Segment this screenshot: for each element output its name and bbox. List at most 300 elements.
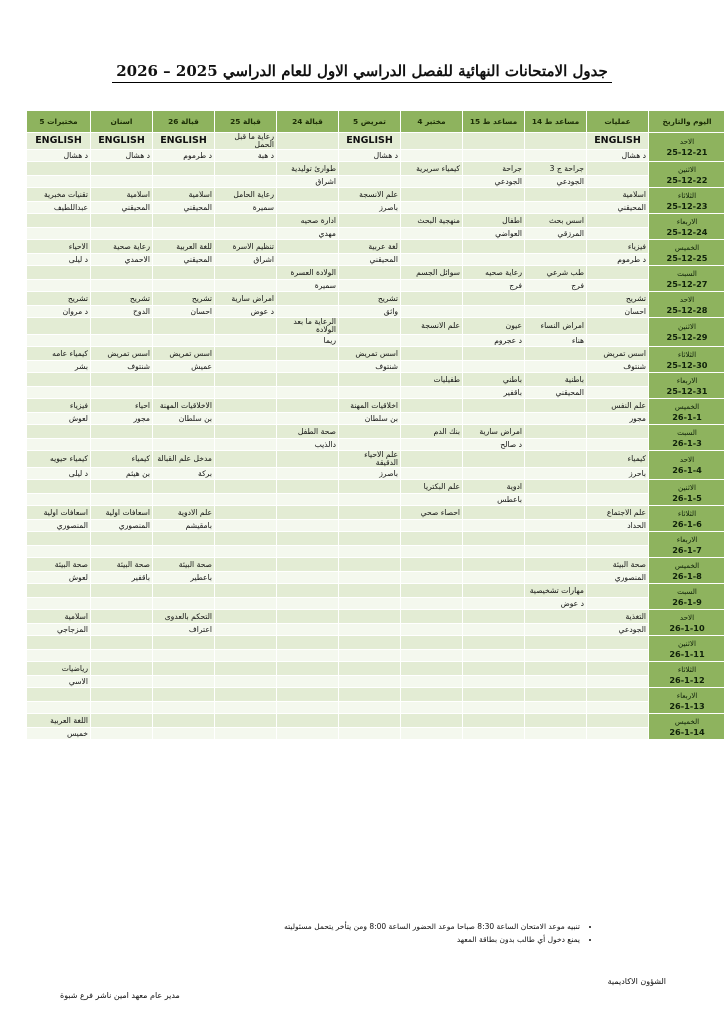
teacher-cell: اعتراف: [153, 624, 215, 636]
subject-cell: امراض سارية: [215, 292, 277, 306]
column-header: تمريض 5: [339, 111, 401, 133]
teacher-cell: [401, 280, 463, 292]
subject-cell: [27, 480, 91, 494]
subject-cell: [339, 373, 401, 387]
teacher-cell: [463, 202, 525, 214]
subject-cell: [277, 188, 339, 202]
subject-cell: [587, 425, 649, 439]
day-name: الاحد: [679, 612, 695, 622]
teacher-cell: [463, 306, 525, 318]
teacher-cell: مهدي: [277, 228, 339, 240]
subject-cell: [463, 292, 525, 306]
teacher-cell: ريما: [277, 335, 339, 347]
teacher-cell: بشر: [27, 361, 91, 373]
teacher-cell: المنصوري: [27, 520, 91, 532]
teacher-cell: [215, 413, 277, 425]
teacher-cell: [215, 520, 277, 532]
teacher-cell: د هشال: [91, 150, 153, 162]
subject-cell: اللغة العربية: [27, 714, 91, 728]
teacher-cell: [339, 728, 401, 740]
subject-cell: [587, 532, 649, 546]
table-row: [27, 546, 724, 558]
teacher-cell: [27, 598, 91, 610]
teacher-cell: واثق: [339, 306, 401, 318]
teacher-cell: [153, 598, 215, 610]
teacher-cell: [525, 306, 587, 318]
subject-cell: [463, 451, 525, 468]
subject-cell: [27, 162, 91, 176]
subject-cell: امراض النساء: [525, 318, 587, 335]
day-cell: [649, 266, 724, 292]
subject-cell: [525, 292, 587, 306]
teacher-cell: [277, 650, 339, 662]
teacher-cell: [277, 306, 339, 318]
subject-cell: [525, 636, 587, 650]
subject-cell: [215, 347, 277, 361]
teacher-cell: العواضي: [463, 228, 525, 240]
subject-cell: رعاية صحية: [91, 240, 153, 254]
subject-cell: بنك الدم: [401, 425, 463, 439]
teacher-cell: [525, 546, 587, 558]
teacher-cell: الجودعي: [587, 624, 649, 636]
table-row: [27, 413, 724, 425]
teacher-cell: [215, 702, 277, 714]
teacher-cell: [91, 624, 153, 636]
day-date: 25-12-23: [666, 200, 708, 211]
day-cell: [649, 373, 724, 399]
day-cell: [649, 506, 724, 532]
day-cell: [649, 240, 724, 266]
teacher-cell: [91, 650, 153, 662]
subject-cell: [215, 688, 277, 702]
teacher-cell: [215, 176, 277, 188]
subject-cell: [401, 662, 463, 676]
subject-cell: لغة عربية: [339, 240, 401, 254]
teacher-cell: [463, 546, 525, 558]
teacher-cell: [277, 546, 339, 558]
day-name: الاربعاء: [676, 690, 698, 700]
subject-cell: جراحة ج 3: [525, 162, 587, 176]
teacher-cell: د طرموم: [153, 150, 215, 162]
subject-cell: ENGLISH: [587, 133, 649, 150]
day-name: الاثنين: [678, 482, 696, 492]
teacher-cell: عميش: [153, 361, 215, 373]
teacher-cell: [91, 494, 153, 506]
subject-cell: [91, 480, 153, 494]
subject-cell: للغة العربية: [153, 240, 215, 254]
table-row: [27, 292, 724, 306]
table-row: [27, 373, 724, 387]
teacher-cell: [153, 728, 215, 740]
teacher-cell: د مروان: [27, 306, 91, 318]
table-row: [27, 228, 724, 240]
teacher-cell: [27, 387, 91, 399]
subject-cell: [277, 532, 339, 546]
subject-cell: مدخل علم القبالة: [153, 451, 215, 468]
teacher-cell: اشراق: [277, 176, 339, 188]
teacher-cell: [339, 176, 401, 188]
teacher-cell: بامقيشم: [153, 520, 215, 532]
subject-cell: [91, 214, 153, 228]
day-cell: [649, 292, 724, 318]
teacher-cell: [463, 702, 525, 714]
subject-cell: اسعافات اولية: [27, 506, 91, 520]
teacher-cell: [463, 468, 525, 480]
teacher-cell: [153, 702, 215, 714]
teacher-cell: [277, 202, 339, 214]
day-date: 25-12-30: [666, 359, 708, 370]
teacher-cell: خميس: [27, 728, 91, 740]
subject-cell: [277, 558, 339, 572]
day-date: 26-1-6: [672, 518, 702, 529]
teacher-cell: [91, 676, 153, 688]
table-row: [27, 306, 724, 318]
subject-cell: [215, 636, 277, 650]
day-name: الاحد: [679, 294, 695, 304]
subject-cell: [525, 558, 587, 572]
teacher-cell: [215, 572, 277, 584]
subject-cell: [463, 188, 525, 202]
table-row: [27, 266, 724, 280]
table-row: [27, 188, 724, 202]
day-cell: [649, 584, 724, 610]
subject-cell: ENGLISH: [27, 133, 91, 150]
subject-cell: [91, 610, 153, 624]
day-cell: [649, 188, 724, 214]
day-date: 25-12-29: [666, 332, 708, 342]
teacher-cell: [339, 650, 401, 662]
teacher-cell: بن سلطان: [153, 413, 215, 425]
subject-cell: [153, 162, 215, 176]
subject-cell: اسس بحث: [525, 214, 587, 228]
teacher-cell: [91, 335, 153, 347]
teacher-cell: [277, 254, 339, 266]
subject-cell: [339, 714, 401, 728]
teacher-cell: [153, 335, 215, 347]
teacher-cell: [463, 650, 525, 662]
teacher-cell: [153, 650, 215, 662]
table-row: [27, 425, 724, 439]
subject-cell: [339, 266, 401, 280]
teacher-cell: [339, 280, 401, 292]
subject-cell: صحة الطفل: [277, 425, 339, 439]
subject-cell: [339, 318, 401, 335]
subject-cell: [153, 584, 215, 598]
teacher-cell: [401, 150, 463, 162]
teacher-cell: اشراق: [215, 254, 277, 266]
teacher-cell: الجودعي: [525, 176, 587, 188]
table-row: [27, 347, 724, 361]
teacher-cell: [27, 176, 91, 188]
teacher-cell: لعوش: [27, 572, 91, 584]
footer-academic-affairs: الشؤون الاكاديمية: [607, 977, 666, 986]
day-date: 25-12-28: [666, 304, 708, 315]
teacher-cell: د ليلى: [27, 254, 91, 266]
subject-cell: [587, 636, 649, 650]
subject-cell: طب شرعي: [525, 266, 587, 280]
table-row: [27, 662, 724, 676]
day-date: 26-1-11: [669, 648, 705, 659]
teacher-cell: [401, 546, 463, 558]
teacher-cell: [525, 624, 587, 636]
subject-cell: [277, 399, 339, 413]
day-cell: [649, 162, 724, 188]
subject-cell: [401, 558, 463, 572]
subject-cell: [153, 688, 215, 702]
subject-cell: علم الاحياء الدقيقة: [339, 451, 401, 468]
table-row: [27, 688, 724, 702]
day-date: 26-1-10: [669, 622, 705, 633]
teacher-cell: المحيقني: [587, 202, 649, 214]
subject-cell: [153, 318, 215, 335]
teacher-cell: [215, 546, 277, 558]
subject-cell: [215, 451, 277, 468]
teacher-cell: المحيقني: [339, 254, 401, 266]
teacher-cell: الحداد: [587, 520, 649, 532]
teacher-cell: [91, 280, 153, 292]
subject-cell: [587, 480, 649, 494]
subject-cell: [277, 480, 339, 494]
day-name: الاحد: [679, 455, 695, 464]
day-cell: [649, 714, 724, 740]
day-cell: [649, 636, 724, 662]
day-name: الخميس: [674, 401, 700, 411]
note-item: • تنبيه موعد الامتحان الساعة 8:30 صباحا موعد الحضور الساعة 8:00 ومن يتأخر يتحمل مسئوليته: [284, 920, 580, 933]
teacher-cell: [587, 439, 649, 451]
subject-cell: [215, 480, 277, 494]
day-name: السبت: [677, 586, 697, 596]
subject-cell: رعاية ما قبل الحمل: [215, 133, 277, 150]
teacher-cell: [401, 520, 463, 532]
teacher-cell: [525, 413, 587, 425]
subject-cell: [215, 318, 277, 335]
subject-cell: ENGLISH: [153, 133, 215, 150]
teacher-cell: [339, 439, 401, 451]
teacher-cell: [587, 546, 649, 558]
teacher-cell: [91, 387, 153, 399]
subject-cell: [339, 506, 401, 520]
teacher-cell: مجور: [587, 413, 649, 425]
day-cell: [649, 133, 724, 162]
day-name: الاثنين: [678, 164, 696, 174]
subject-cell: صحة البيئة: [153, 558, 215, 572]
teacher-cell: [153, 494, 215, 506]
subject-cell: [153, 480, 215, 494]
teacher-cell: [277, 520, 339, 532]
table-row: [27, 494, 724, 506]
subject-cell: احياء: [91, 399, 153, 413]
teacher-cell: [401, 228, 463, 240]
subject-cell: [277, 292, 339, 306]
teacher-cell: [215, 624, 277, 636]
teacher-cell: المحيقني: [525, 387, 587, 399]
subject-cell: تشريح: [27, 292, 91, 306]
teacher-cell: الاحمدي: [91, 254, 153, 266]
teacher-cell: د صالح: [463, 439, 525, 451]
subject-cell: [215, 162, 277, 176]
subject-cell: [277, 610, 339, 624]
teacher-cell: [215, 728, 277, 740]
day-date: 25-12-25: [666, 252, 708, 263]
teacher-cell: المنصوري: [91, 520, 153, 532]
teacher-cell: [463, 520, 525, 532]
teacher-cell: باعطير: [153, 572, 215, 584]
day-cell: [649, 214, 724, 240]
day-cell: [649, 610, 724, 636]
teacher-cell: [525, 202, 587, 214]
subject-cell: [215, 532, 277, 546]
table-row: [27, 532, 724, 546]
subject-cell: [525, 425, 587, 439]
subject-cell: اسس تمريض: [587, 347, 649, 361]
subject-cell: [91, 373, 153, 387]
table-row: [27, 624, 724, 636]
table-row: [27, 214, 724, 228]
day-name: الثلاثاء: [677, 190, 697, 200]
table-row: [27, 480, 724, 494]
subject-cell: [91, 662, 153, 676]
teacher-cell: [277, 572, 339, 584]
table-row: [27, 468, 724, 480]
subject-cell: [277, 714, 339, 728]
teacher-cell: [525, 468, 587, 480]
subject-cell: عيون: [463, 318, 525, 335]
day-name: الثلاثاء: [677, 664, 697, 674]
teacher-cell: [463, 150, 525, 162]
subject-cell: تشريح: [587, 292, 649, 306]
teacher-cell: [587, 702, 649, 714]
teacher-cell: [587, 494, 649, 506]
subject-cell: [339, 532, 401, 546]
exam-schedule-table: [26, 110, 724, 740]
day-date: 25-12-22: [666, 174, 708, 185]
subject-cell: [277, 373, 339, 387]
teacher-cell: بن هيثم: [91, 468, 153, 480]
table-header-row: [27, 111, 724, 133]
teacher-cell: [91, 228, 153, 240]
day-name: الاحد: [679, 137, 695, 146]
day-name: الاربعاء: [676, 216, 698, 226]
day-cell: [649, 532, 724, 558]
teacher-cell: د عجروم: [463, 335, 525, 347]
subject-cell: [153, 373, 215, 387]
subject-cell: علم الانسجة: [339, 188, 401, 202]
subject-cell: كيمياء حيويه: [27, 451, 91, 468]
teacher-cell: بن سلطان: [339, 413, 401, 425]
teacher-cell: د هبة: [215, 150, 277, 162]
subject-cell: صحة البيئة: [27, 558, 91, 572]
table-row: [27, 572, 724, 584]
teacher-cell: الاسي: [27, 676, 91, 688]
teacher-cell: [339, 676, 401, 688]
subject-cell: [91, 162, 153, 176]
subject-cell: تقنيات مخبرية: [27, 188, 91, 202]
teacher-cell: [277, 728, 339, 740]
column-header: مساعد ط 14: [525, 111, 587, 133]
subject-cell: [215, 662, 277, 676]
teacher-cell: [339, 598, 401, 610]
teacher-cell: [91, 176, 153, 188]
teacher-cell: المرزقي: [525, 228, 587, 240]
subject-cell: [401, 399, 463, 413]
subject-cell: [27, 636, 91, 650]
subject-cell: [401, 292, 463, 306]
subject-cell: كيمياء: [91, 451, 153, 468]
teacher-cell: [27, 546, 91, 558]
teacher-cell: [525, 728, 587, 740]
subject-cell: [587, 318, 649, 335]
day-cell: [649, 399, 724, 425]
teacher-cell: المحيقني: [91, 202, 153, 214]
subject-cell: [339, 425, 401, 439]
subject-cell: رعاية صحيه: [463, 266, 525, 280]
subject-cell: [525, 610, 587, 624]
day-cell: [649, 558, 724, 584]
subject-cell: [27, 373, 91, 387]
subject-cell: [525, 451, 587, 468]
table-row: [27, 133, 724, 150]
teacher-cell: [463, 676, 525, 688]
teacher-cell: [91, 728, 153, 740]
table-row: [27, 202, 724, 214]
teacher-cell: [525, 254, 587, 266]
subject-cell: [401, 688, 463, 702]
subject-cell: [215, 610, 277, 624]
day-date: 26-1-7: [672, 544, 702, 555]
teacher-cell: [27, 650, 91, 662]
subject-cell: [463, 558, 525, 572]
day-name: السبت: [677, 268, 697, 278]
teacher-cell: [401, 494, 463, 506]
teacher-cell: فرج: [525, 280, 587, 292]
teacher-cell: [277, 150, 339, 162]
teacher-cell: [91, 439, 153, 451]
footer-director: مدير عام معهد امين ناشر فرع شبوة: [60, 991, 180, 1000]
teacher-cell: [153, 280, 215, 292]
subject-cell: تشريح: [339, 292, 401, 306]
subject-cell: [525, 662, 587, 676]
subject-cell: [339, 214, 401, 228]
subject-cell: فيزياء: [587, 240, 649, 254]
subject-cell: [215, 399, 277, 413]
subject-cell: [277, 688, 339, 702]
teacher-cell: [339, 228, 401, 240]
day-cell: [649, 347, 724, 373]
table-row: [27, 387, 724, 399]
subject-cell: [339, 610, 401, 624]
teacher-cell: [27, 439, 91, 451]
subject-cell: [215, 714, 277, 728]
teacher-cell: فرج: [463, 280, 525, 292]
subject-cell: [463, 347, 525, 361]
day-name: الاربعاء: [676, 534, 698, 544]
subject-cell: [27, 688, 91, 702]
teacher-cell: [339, 572, 401, 584]
subject-cell: [587, 373, 649, 387]
subject-cell: اسلامية: [153, 188, 215, 202]
table-row: [27, 714, 724, 728]
teacher-cell: [587, 650, 649, 662]
subject-cell: [463, 532, 525, 546]
subject-cell: ادارة صحيه: [277, 214, 339, 228]
teacher-cell: [215, 494, 277, 506]
table-row: [27, 318, 724, 335]
subject-cell: [339, 662, 401, 676]
subject-cell: [215, 558, 277, 572]
subject-cell: صحة البيئة: [91, 558, 153, 572]
subject-cell: [91, 425, 153, 439]
subject-cell: ENGLISH: [339, 133, 401, 150]
